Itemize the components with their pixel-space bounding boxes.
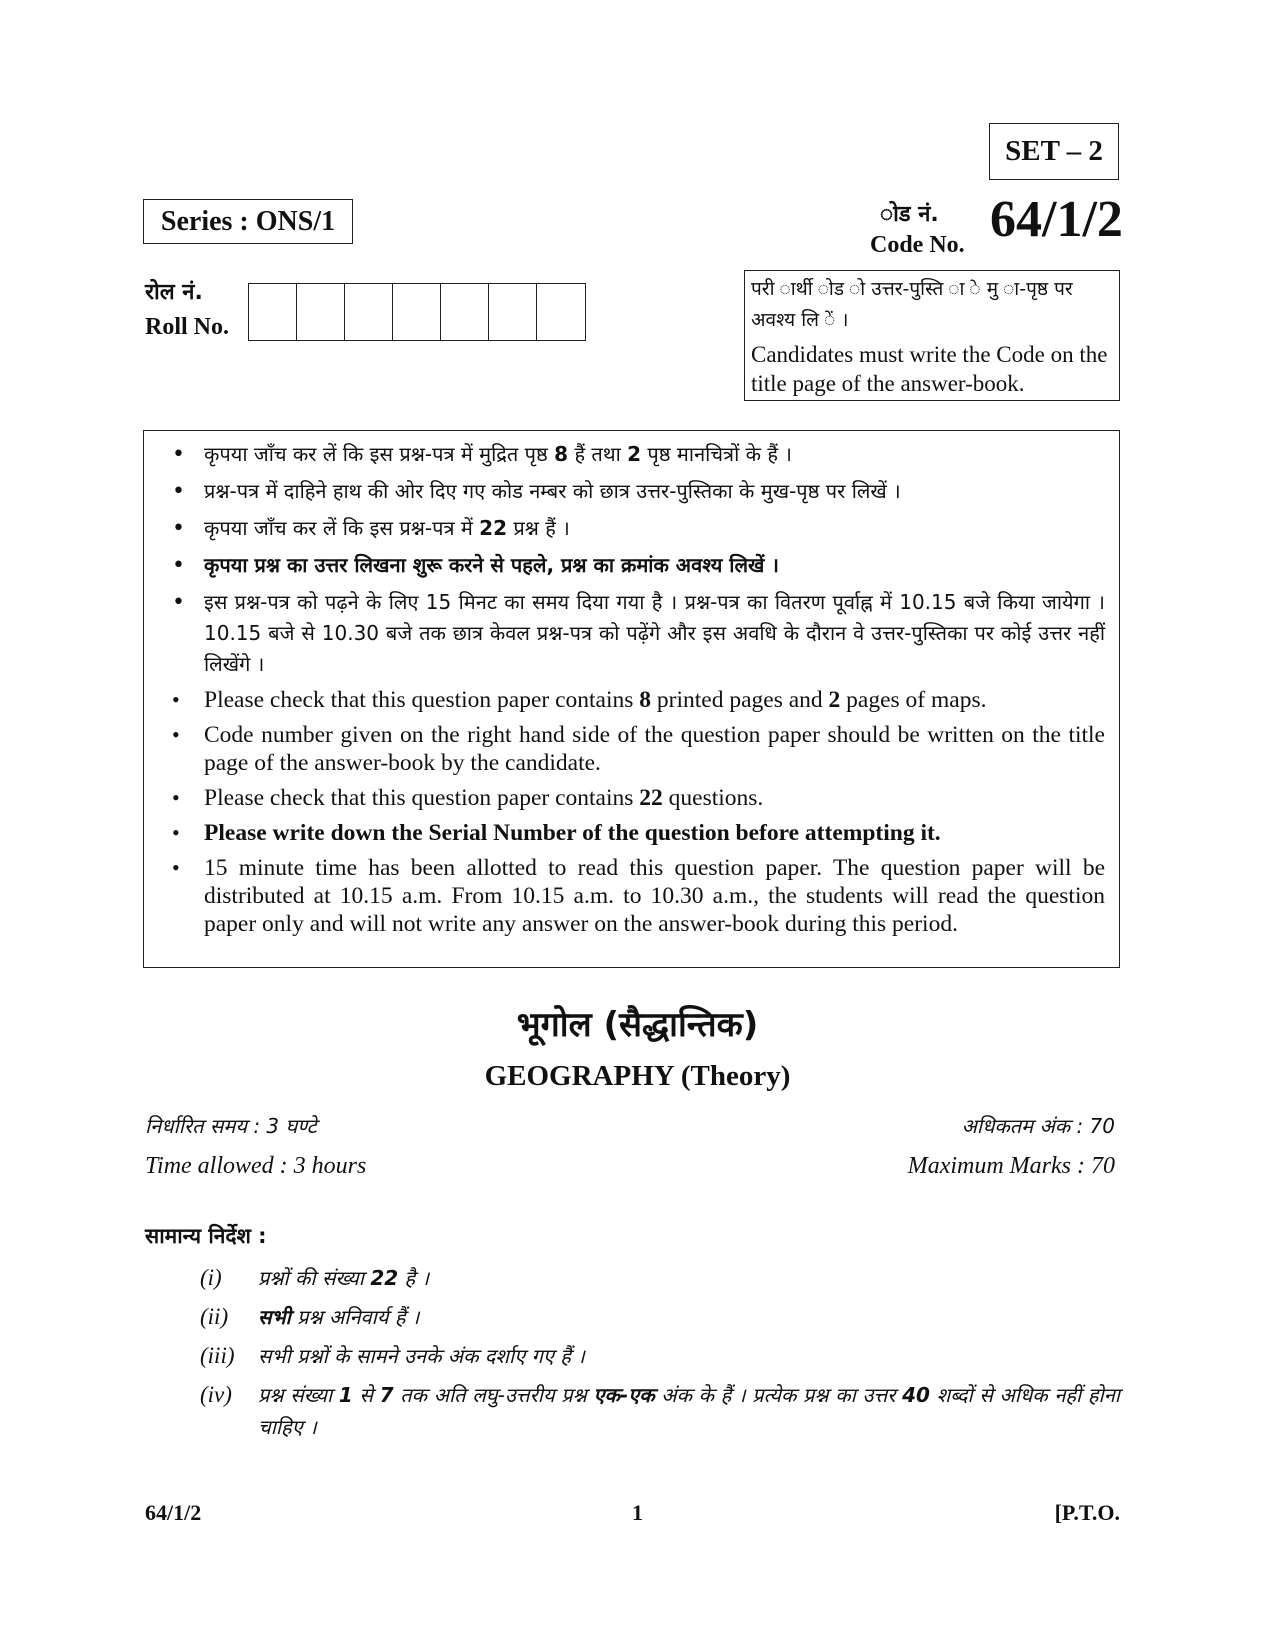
series-label bbox=[143, 199, 353, 244]
item-text: प्रश्नों की संख्या 22 है । bbox=[258, 1266, 430, 1290]
instruction-en-3: • Please check that this question paper contains 22 questions. bbox=[164, 784, 1105, 812]
general-instruction-item bbox=[200, 1379, 1120, 1443]
roll-cell[interactable] bbox=[249, 284, 297, 340]
instruction-en-5: • 15 minute time has been allotted to read this question paper. The question paper will be distributed at 10.15 a.m. From 10.15 a.m. to 10.30 a.m., the students will read the question paper only and will not write any answer on the answer-book during this period. bbox=[164, 854, 1105, 938]
instruction-hi-4: • कृपया प्रश्न का उत्तर लिखना शुरू करने से पहले, प्रश्न का क्रमांक अवश्य लिखें । bbox=[164, 550, 1105, 581]
code-label-english: Code No. bbox=[870, 232, 965, 258]
item-number: (ii) bbox=[200, 1304, 229, 1329]
instructions-box bbox=[143, 430, 1120, 968]
general-instruction-item bbox=[200, 1340, 1120, 1372]
maximum-marks-hindi: अधिकतम अंक : 70 bbox=[961, 1114, 1115, 1138]
roll-cell[interactable] bbox=[297, 284, 345, 340]
roll-cell[interactable] bbox=[537, 284, 585, 340]
code-label-hindi: ोड नं. bbox=[880, 202, 939, 227]
item-text: प्रश्न संख्या 1 से 7 तक अति लघु-उत्तरीय प्रश्न एक-एक अंक के हैं । प्रत्येक प्रश्न का उत्तर 40 शब्दों से अधिक नहीं होना चाहिए । bbox=[258, 1383, 1120, 1439]
footer-code: 64/1/2 bbox=[145, 1500, 202, 1525]
instructions-list bbox=[164, 439, 1105, 938]
roll-label-hindi: रोल नं. bbox=[145, 280, 203, 305]
set-text: SET – 2 bbox=[1005, 135, 1103, 167]
item-number: (iii) bbox=[200, 1343, 235, 1368]
instruction-en-2: • Code number given on the right hand side of the question paper should be written on the title page of the answer-book by the candidate. bbox=[164, 721, 1105, 777]
page-number: 1 bbox=[632, 1500, 643, 1525]
maximum-marks-english: Maximum Marks : 70 bbox=[907, 1153, 1115, 1179]
instruction-hi-2: • प्रश्न-पत्र में दाहिने हाथ की ओर दिए गए कोड नम्बर को छात्र उत्तर-पुस्तिका के मुख-पृष्ठ पर लिखें । bbox=[164, 476, 1105, 507]
subject-title-hindi: भूगोल (सैद्धान्तिक) bbox=[516, 1005, 759, 1045]
instruction-hi-5: • इस प्रश्न-पत्र को पढ़ने के लिए 15 मिनट का समय दिया गया है । प्रश्न-पत्र का वितरण पूर्वाह्न में 10.15 बजे किया जायेगा । 10.15 बजे से 10.30 बजे तक छात्र केवल प्रश्न-पत्र को पढ़ेंगे और इस अवधि के दौरान वे उत्तर-पुस्तिका पर कोई उत्तर नहीं लिखेंगे । bbox=[164, 587, 1105, 680]
item-text: सभी प्रश्नों के सामने उनके अंक दर्शाए गए हैं । bbox=[258, 1344, 585, 1368]
roll-number-grid[interactable] bbox=[248, 283, 586, 341]
time-allowed-english: Time allowed : 3 hours bbox=[145, 1153, 367, 1179]
time-allowed-hindi: निर्धारित समय : 3 घण्टे bbox=[145, 1114, 317, 1138]
general-instructions-heading: सामान्य निर्देश : bbox=[145, 1224, 267, 1248]
general-instruction-item bbox=[200, 1301, 1120, 1333]
item-number: (i) bbox=[200, 1265, 222, 1290]
roll-label-english: Roll No. bbox=[145, 314, 229, 340]
instruction-en-1: • Please check that this question paper contains 8 printed pages and 2 pages of maps. bbox=[164, 686, 1105, 714]
roll-cell[interactable] bbox=[345, 284, 393, 340]
general-instruction-item bbox=[200, 1262, 1120, 1294]
item-number: (iv) bbox=[200, 1382, 232, 1407]
candidate-note-english: Candidates must write the Code on the title page of the answer-book. bbox=[751, 342, 1108, 396]
roll-cell[interactable] bbox=[393, 284, 441, 340]
candidate-note-hindi: परी ार्थी ोड ो उत्तर-पुस्ति ा े मु ा-पृष्ठ पर अवश्य लि ें । bbox=[751, 278, 1073, 331]
roll-cell[interactable] bbox=[441, 284, 489, 340]
candidate-note-box bbox=[744, 270, 1120, 401]
instruction-hi-3: • कृपया जाँच कर लें कि इस प्रश्न-पत्र में 22 प्रश्न हैं । bbox=[164, 513, 1105, 544]
series-text: Series : ONS/1 bbox=[160, 205, 336, 237]
general-instructions-list bbox=[200, 1262, 1120, 1450]
subject-title-english: GEOGRAPHY (Theory) bbox=[484, 1060, 791, 1092]
roll-cell[interactable] bbox=[489, 284, 537, 340]
please-turn-over: [P.T.O. bbox=[1054, 1500, 1120, 1525]
code-number: 64/1/2 bbox=[990, 191, 1123, 248]
item-text: सभी प्रश्न अनिवार्य हैं । bbox=[258, 1305, 420, 1329]
instruction-hi-1: • कृपया जाँच कर लें कि इस प्रश्न-पत्र में मुद्रित पृष्ठ 8 हैं तथा 2 पृष्ठ मानचित्रों के हैं । bbox=[164, 439, 1105, 470]
instruction-en-4: • Please write down the Serial Number of the question before attempting it. bbox=[164, 819, 1105, 847]
set-label bbox=[989, 123, 1119, 180]
